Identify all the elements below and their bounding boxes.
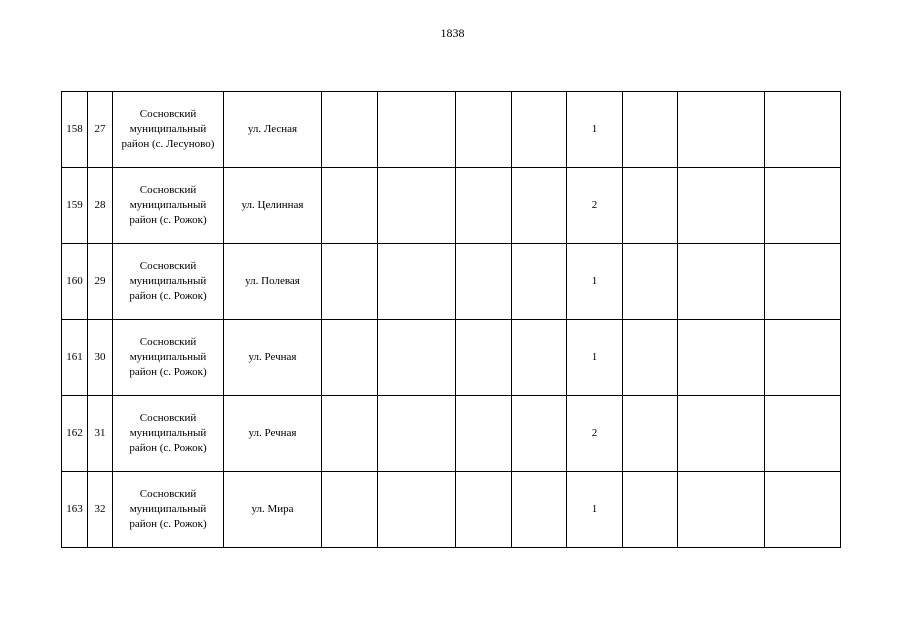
empty-cell [512, 244, 567, 320]
row-number-cell: 158 [62, 92, 88, 168]
district-line: муниципальный [129, 503, 207, 515]
empty-cell [322, 168, 378, 244]
district-line: район (с. Рожок) [129, 366, 207, 378]
row-subnumber-cell: 32 [88, 472, 113, 548]
district-line: муниципальный [129, 123, 207, 135]
district-line: Сосновский [139, 184, 197, 196]
street-cell: ул. Речная [224, 396, 322, 472]
empty-cell [765, 320, 841, 396]
district-cell [113, 92, 224, 168]
empty-cell [623, 92, 678, 168]
district-line: Сосновский [139, 260, 197, 272]
district-line: муниципальный [129, 275, 207, 287]
empty-cell [378, 396, 456, 472]
district-line: район (с. Лесуново) [121, 138, 215, 150]
empty-cell [512, 320, 567, 396]
table-row [62, 244, 841, 320]
empty-cell [456, 92, 512, 168]
district-line: Сосновский [139, 488, 197, 500]
empty-cell [378, 472, 456, 548]
street-cell: ул. Речная [224, 320, 322, 396]
empty-cell [322, 320, 378, 396]
registry-table [61, 91, 841, 548]
empty-cell [512, 472, 567, 548]
district-cell [113, 472, 224, 548]
empty-cell [623, 396, 678, 472]
empty-cell [678, 472, 765, 548]
empty-cell [765, 244, 841, 320]
table-row [62, 472, 841, 548]
empty-cell [322, 396, 378, 472]
value-cell: 2 [567, 396, 623, 472]
street-cell: ул. Целинная [224, 168, 322, 244]
page-number: 1838 [440, 26, 465, 40]
row-number-cell: 161 [62, 320, 88, 396]
district-cell [113, 244, 224, 320]
empty-cell [765, 396, 841, 472]
empty-cell [765, 168, 841, 244]
row-number-cell: 162 [62, 396, 88, 472]
district-line: муниципальный [129, 427, 207, 439]
empty-cell [765, 472, 841, 548]
row-subnumber-cell: 30 [88, 320, 113, 396]
street-cell: ул. Лесная [224, 92, 322, 168]
district-cell [113, 168, 224, 244]
district-line: Сосновский [139, 336, 197, 348]
empty-cell [678, 320, 765, 396]
empty-cell [678, 396, 765, 472]
empty-cell [512, 92, 567, 168]
district-line: муниципальный [129, 351, 207, 363]
row-subnumber-cell: 28 [88, 168, 113, 244]
row-subnumber-cell: 31 [88, 396, 113, 472]
row-number-cell: 160 [62, 244, 88, 320]
district-line: Сосновский [139, 412, 197, 424]
empty-cell [623, 320, 678, 396]
table-row [62, 320, 841, 396]
empty-cell [322, 472, 378, 548]
empty-cell [322, 92, 378, 168]
row-subnumber-cell: 27 [88, 92, 113, 168]
empty-cell [456, 168, 512, 244]
empty-cell [623, 472, 678, 548]
empty-cell [678, 168, 765, 244]
district-cell [113, 396, 224, 472]
empty-cell [456, 244, 512, 320]
district-line: Сосновский [139, 108, 197, 120]
empty-cell [378, 92, 456, 168]
street-cell: ул. Мира [224, 472, 322, 548]
district-cell [113, 320, 224, 396]
empty-cell [378, 168, 456, 244]
table-row [62, 92, 841, 168]
row-number-cell: 163 [62, 472, 88, 548]
value-cell: 1 [567, 320, 623, 396]
empty-cell [456, 396, 512, 472]
empty-cell [512, 168, 567, 244]
empty-cell [378, 320, 456, 396]
empty-cell [623, 168, 678, 244]
empty-cell [322, 244, 378, 320]
district-line: муниципальный [129, 199, 207, 211]
value-cell: 1 [567, 472, 623, 548]
value-cell: 1 [567, 244, 623, 320]
table-row [62, 396, 841, 472]
empty-cell [456, 320, 512, 396]
empty-cell [678, 244, 765, 320]
row-number-cell: 159 [62, 168, 88, 244]
district-line: район (с. Рожок) [129, 518, 207, 530]
row-subnumber-cell: 29 [88, 244, 113, 320]
street-cell: ул. Полевая [224, 244, 322, 320]
value-cell: 1 [567, 92, 623, 168]
empty-cell [623, 244, 678, 320]
empty-cell [765, 92, 841, 168]
empty-cell [378, 244, 456, 320]
table-row [62, 168, 841, 244]
district-line: район (с. Рожок) [129, 214, 207, 226]
empty-cell [456, 472, 512, 548]
empty-cell [512, 396, 567, 472]
district-line: район (с. Рожок) [129, 290, 207, 302]
value-cell: 2 [567, 168, 623, 244]
district-line: район (с. Рожок) [129, 442, 207, 454]
empty-cell [678, 92, 765, 168]
